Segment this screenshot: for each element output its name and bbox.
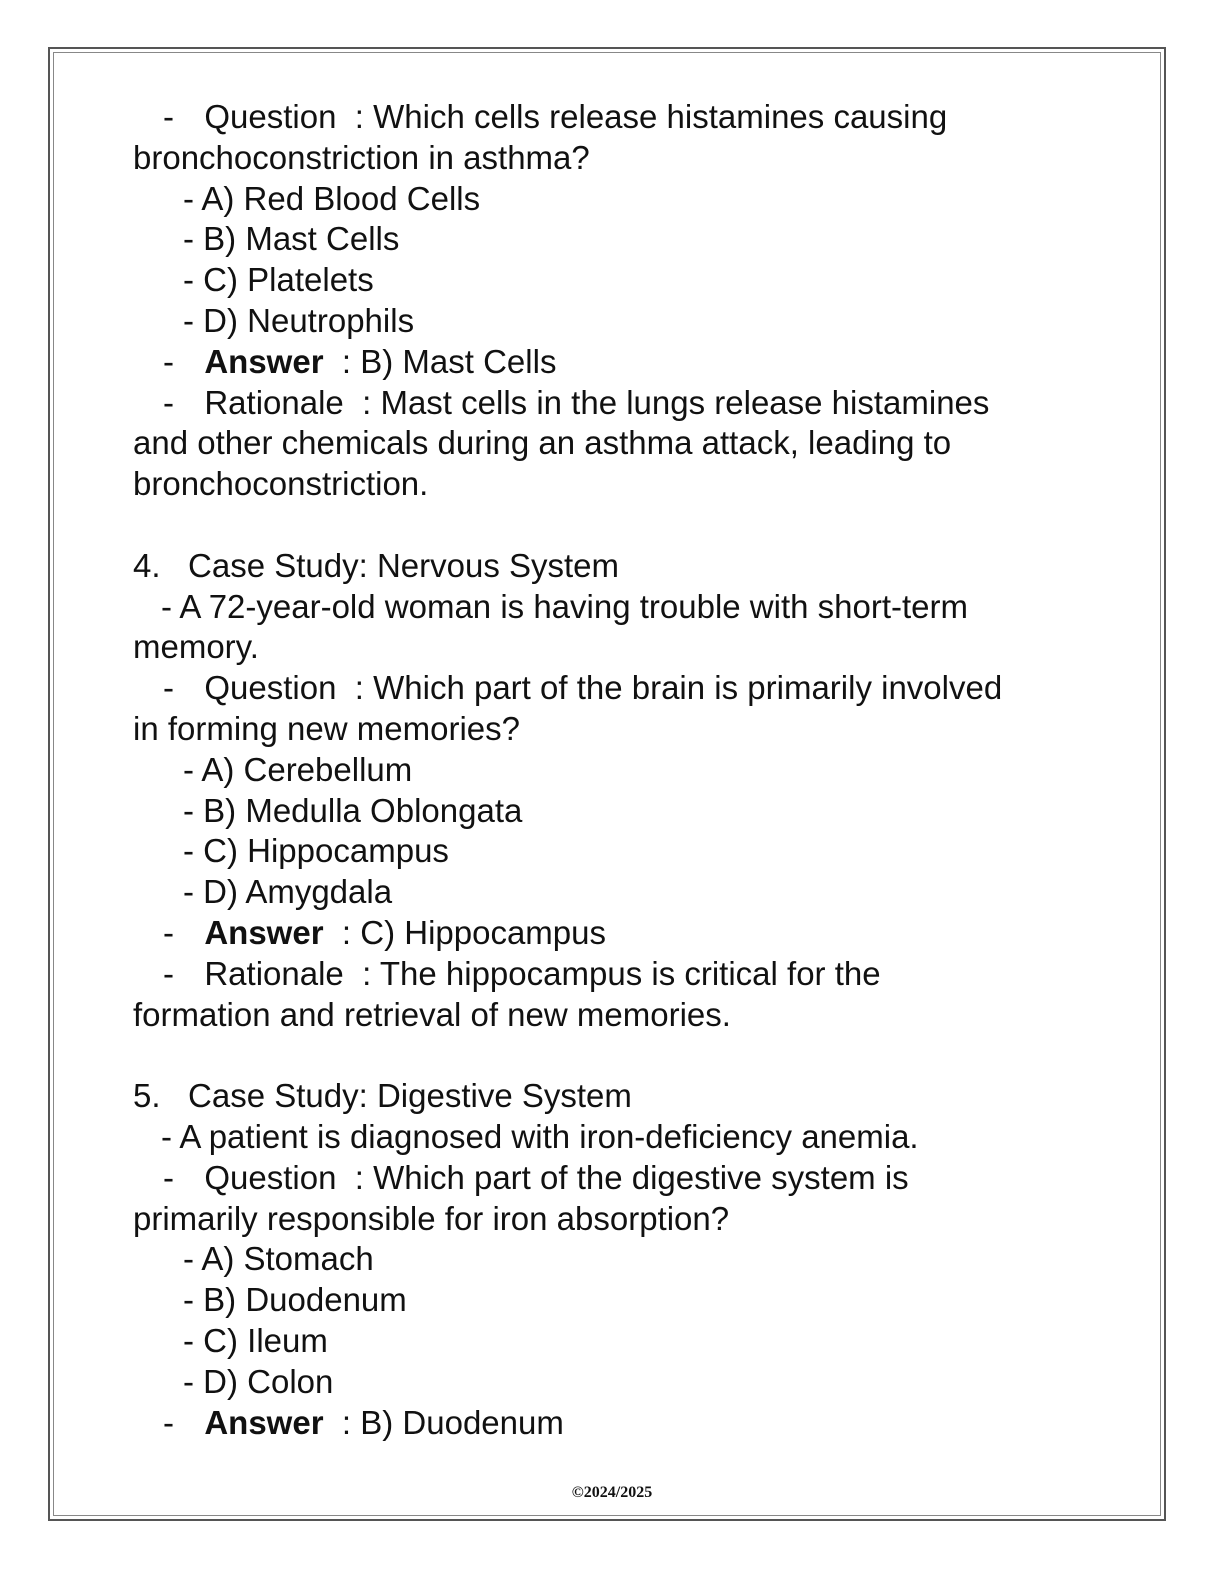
q5-question-label: Question bbox=[204, 1158, 337, 1196]
q3-rationale-line: - Rationale : Mast cells in the lungs release histamines bbox=[163, 383, 990, 421]
q5-question-cont: primarily responsible for iron absorption? bbox=[133, 1199, 730, 1237]
q5-answer-line: - Answer : B) Duodenum bbox=[163, 1403, 564, 1441]
q3-answer-line: - Answer : B) Mast Cells bbox=[163, 342, 557, 380]
q3-option-d: - D) Neutrophils bbox=[183, 301, 415, 339]
q3-question-cont: bronchoconstriction in asthma? bbox=[133, 138, 590, 176]
q4-question-text: : Which part of the brain is primarily involved bbox=[354, 669, 1003, 707]
q5-option-a: - A) Stomach bbox=[183, 1240, 374, 1278]
q5-answer-text: : B) Duodenum bbox=[341, 1403, 564, 1441]
q4-question-cont: in forming new memories? bbox=[133, 709, 520, 747]
q4-answer-line: - Answer : C) Hippocampus bbox=[163, 913, 607, 951]
q4-option-d: - D) Amygdala bbox=[183, 873, 393, 911]
q5-answer-label: Answer bbox=[204, 1403, 324, 1441]
q5-option-c: - C) Ileum bbox=[183, 1321, 328, 1359]
q3-rationale-text: : Mast cells in the lungs release histamines bbox=[362, 383, 990, 421]
q3-question-text: : Which cells release histamines causing bbox=[354, 98, 948, 135]
q3-answer-label: Answer bbox=[204, 342, 324, 380]
q5-question-line: - Question : Which part of the digestive system is bbox=[163, 1158, 909, 1196]
spacer bbox=[133, 505, 1093, 546]
q3-option-c: - C) Platelets bbox=[183, 261, 374, 299]
q4-rationale-label: Rationale bbox=[204, 954, 344, 992]
q5-heading: 5. Case Study: Digestive System bbox=[133, 1077, 632, 1115]
document-body bbox=[133, 97, 1093, 1443]
q4-heading: 4. Case Study: Nervous System bbox=[133, 546, 620, 584]
q4-rationale-text: : The hippocampus is critical for the bbox=[362, 954, 881, 992]
q3-rationale-cont-1: and other chemicals during an asthma attack, leading to bbox=[133, 424, 952, 462]
q4-scenario-cont: memory. bbox=[133, 628, 259, 666]
q4-option-b: - B) Medulla Oblongata bbox=[183, 791, 523, 829]
q4-option-c: - C) Hippocampus bbox=[183, 832, 449, 870]
spacer bbox=[133, 1035, 1093, 1076]
q4-rationale-line: - Rationale : The hippocampus is critical for the bbox=[163, 954, 881, 992]
q3-option-a: - A) Red Blood Cells bbox=[183, 179, 481, 217]
q3-rationale-label: Rationale bbox=[204, 383, 344, 421]
copyright-footer: ©2024/2025 bbox=[571, 1484, 653, 1501]
q4-answer-text: : C) Hippocampus bbox=[341, 913, 607, 951]
q3-answer-text: : B) Mast Cells bbox=[341, 342, 557, 380]
q3-option-b: - B) Mast Cells bbox=[183, 220, 400, 258]
q5-question-text: : Which part of the digestive system is bbox=[354, 1158, 909, 1196]
q3-question-label: Question bbox=[204, 98, 337, 135]
q4-question-label: Question bbox=[204, 669, 337, 707]
q5-scenario: - A patient is diagnosed with iron-deficiency anemia. bbox=[161, 1117, 919, 1155]
q4-question-line: - Question : Which part of the brain is primarily involved bbox=[163, 669, 1003, 707]
q4-rationale-cont: formation and retrieval of new memories. bbox=[133, 995, 731, 1033]
q5-option-d: - D) Colon bbox=[183, 1362, 334, 1400]
q4-option-a: - A) Cerebellum bbox=[183, 750, 413, 788]
q4-scenario: - A 72-year-old woman is having trouble with short-term bbox=[161, 587, 969, 625]
q3-rationale-cont-2: bronchoconstriction. bbox=[133, 465, 429, 503]
q4-answer-label: Answer bbox=[204, 913, 324, 951]
q5-option-b: - B) Duodenum bbox=[183, 1281, 407, 1319]
q3-question-line: - Question : Which cells release histamines causing bbox=[163, 98, 948, 135]
